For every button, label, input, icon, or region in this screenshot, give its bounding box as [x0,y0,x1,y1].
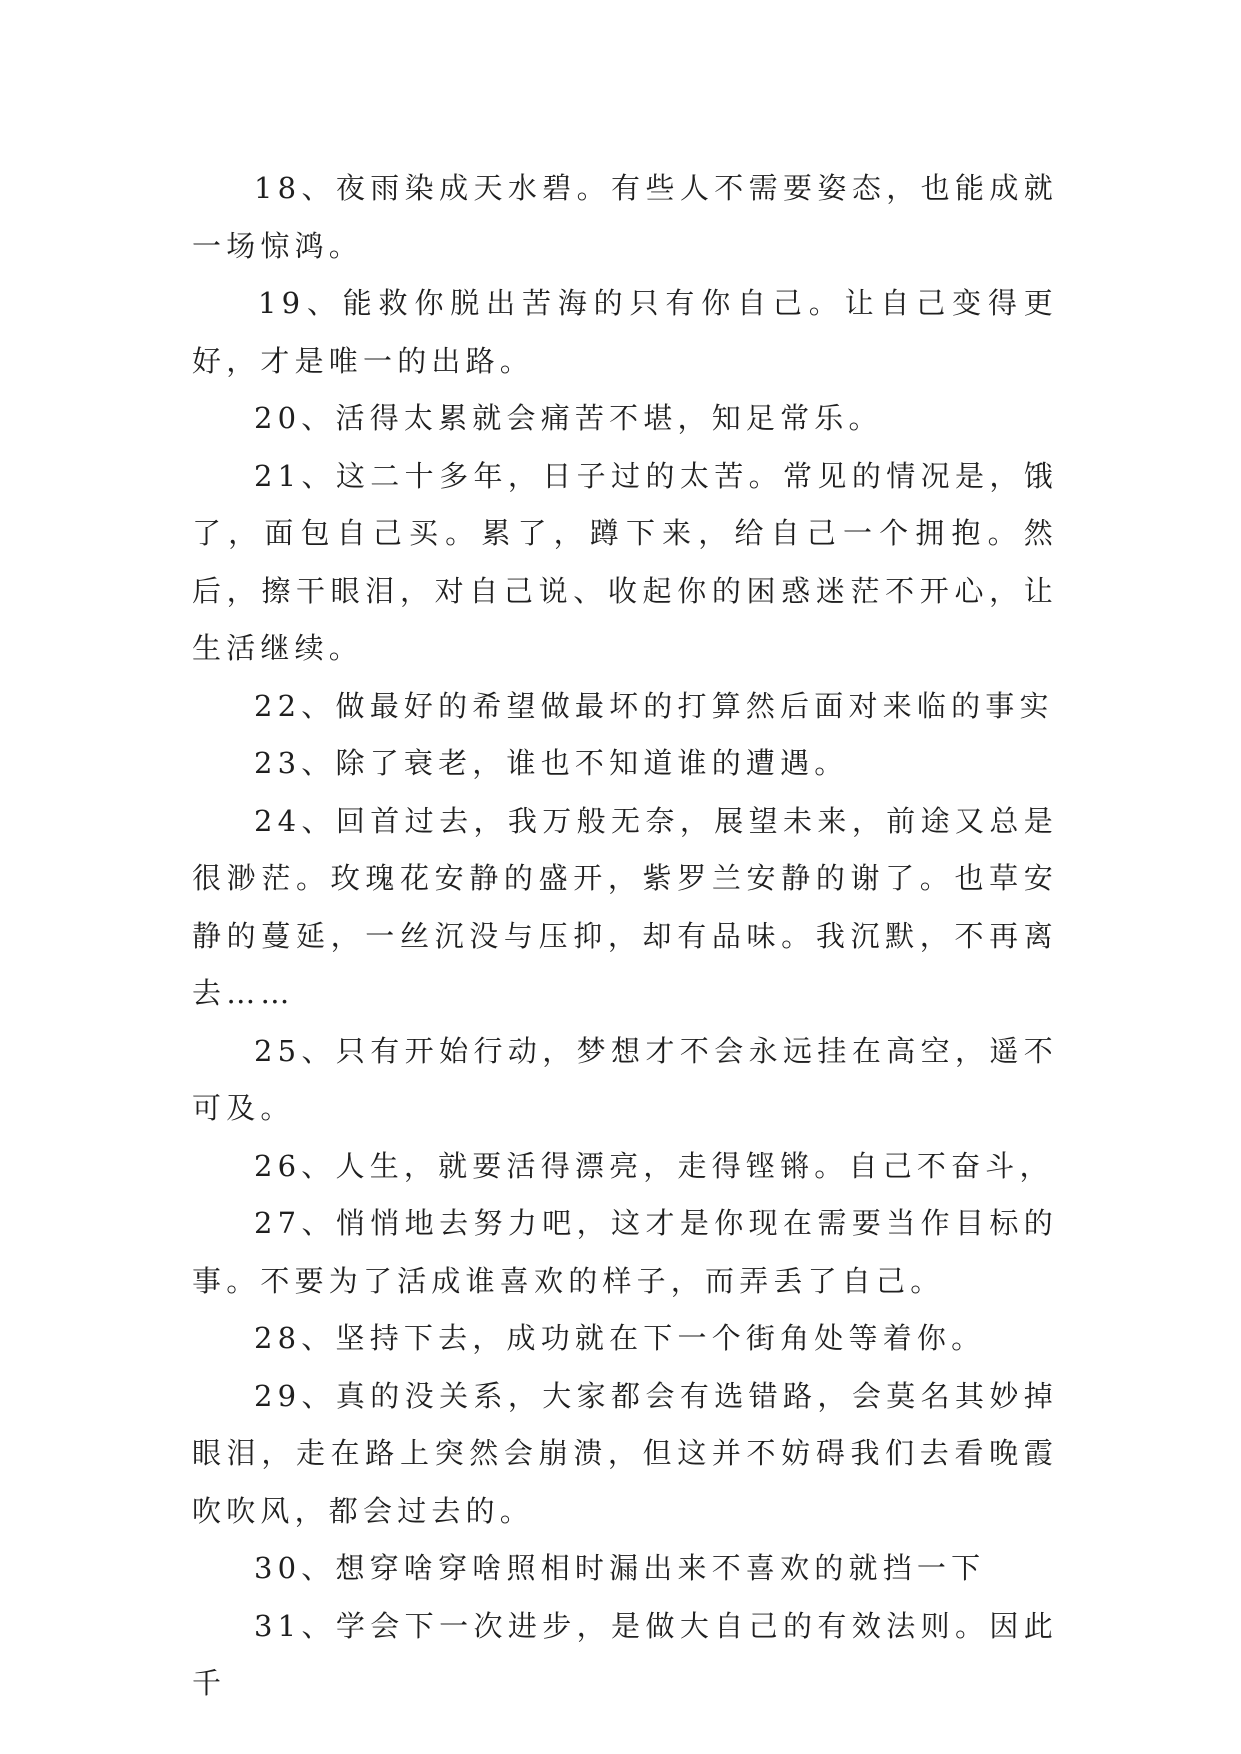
paragraph-19: 19、能救你脱出苦海的只有你自己。让自己变得更好，才是唯一的出路。 [192,286,1058,378]
paragraph-20: 20、活得太累就会痛苦不堪，知足常乐。 [254,401,883,435]
paragraph-24: 24、回首过去，我万般无奈，展望未来，前途又总是很渺茫。玫瑰花安静的盛开，紫罗兰安静的谢了。也草安静的蔓延，一丝沉没与压抑，却有品味。我沉默，不再离去…… [192,803,1058,1010]
paragraph-23: 23、除了衰老，谁也不知道谁的遭遇。 [254,746,849,780]
paragraph-27: 27、悄悄地去努力吧，这才是你现在需要当作目标的事。不要为了活成谁喜欢的样子，而弄丢了自己。 [192,1206,1058,1298]
document-body [192,160,1058,1713]
paragraph-29: 29、真的没关系，大家都会有选错路，会莫名其妙掉眼泪，走在路上突然会崩溃，但这并不妨碍我们去看晚霞吹吹风，都会过去的。 [192,1378,1058,1528]
paragraph-21: 21、这二十多年，日子过的太苦。常见的情况是，饿了，面包自己买。累了，蹲下来，给自己一个拥抱。然后，擦干眼泪，对自己说、收起你的困惑迷茫不开心，让生活继续。 [192,458,1058,665]
paragraph-25: 25、只有开始行动，梦想才不会永远挂在高空，遥不可及。 [192,1033,1058,1125]
paragraph-22: 22、做最好的希望做最坏的打算然后面对来临的事实 [254,688,1054,723]
paragraph-28: 28、坚持下去，成功就在下一个街角处等着你。 [254,1321,986,1355]
paragraph-31: 31、学会下一次进步，是做大自己的有效法则。因此千 [192,1608,1058,1700]
paragraph-26: 26、人生，就要活得漂亮，走得铿锵。自己不奋斗， [254,1148,1054,1183]
paragraph-30: 30、想穿啥穿啥照相时漏出来不喜欢的就挡一下 [254,1551,986,1585]
paragraph-18: 18、夜雨染成天水碧。有些人不需要姿态，也能成就一场惊鸿。 [192,171,1058,263]
